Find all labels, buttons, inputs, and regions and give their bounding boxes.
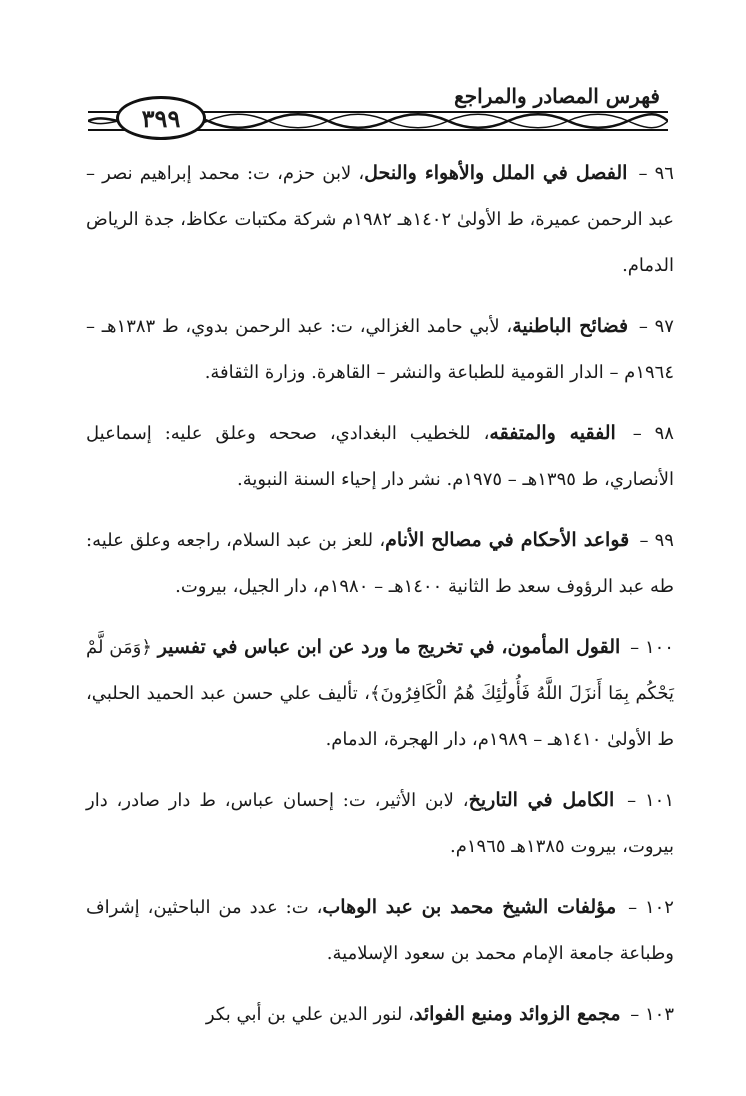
entry-number: ١٠١ – [627,790,674,811]
entry-details: ، ت: عدد من الباحثين، إشراف وطباعة جامعة الإمام محمد بن سعود الإسلامية. [86,897,674,964]
entry-details: ، لابن الأثير، ت: إحسان عباس، ط دار صادر، دار بيروت، بيروت ١٣٨٥هـ ١٩٦٥م. [86,790,674,857]
entry-number: ٩٨ – [632,423,674,444]
entry-title: الكامل في التاريخ [468,789,615,811]
reference-list [86,150,674,1052]
entry-title: القول المأمون، في تخريج ما ورد عن ابن عباس في تفسير [157,636,621,658]
entry-title: مجمع الزوائد ومنبع الفوائد [413,1003,621,1025]
reference-entry [86,991,674,1038]
reference-entry [86,884,674,977]
entry-details: ، لنور الدين علي بن أبي بكر [205,1004,414,1025]
entry-number: ٩٩ – [639,530,674,551]
entry-title: مؤلفات الشيخ محمد بن عبد الوهاب [322,896,617,918]
reference-entry [86,303,674,396]
entry-title: قواعد الأحكام في مصالح الأنام [385,529,630,551]
reference-entry [86,624,674,763]
entry-details: ، لابن حزم، ت: محمد إبراهيم نصر – عبد الرحمن عميرة، ط الأولىٰ ١٤٠٢هـ ١٩٨٢م شركة مكتبات عكاظ، جدة الرياض الدمام. [86,163,674,276]
entry-title: الفصل في الملل والأهواء والنحل [364,162,628,184]
entry-number: ١٠٢ – [628,897,674,918]
entry-number: ٩٧ – [638,316,674,337]
entry-title: فضائح الباطنية [512,315,629,337]
entry-details: ، لأبي حامد الغزالي، ت: عبد الرحمن بدوي، ط ١٣٨٣هـ – ١٩٦٤م – الدار القومية للطباعة والنشر – القاهرة. وزارة الثقافة. [86,316,674,383]
entry-details: ، للخطيب البغدادي، صححه وعلق عليه: إسماعيل الأنصاري، ط ١٣٩٥هـ – ١٩٧٥م. نشر دار إحياء السنة النبوية. [86,423,674,490]
page-header [88,78,668,138]
page-number: ٣٩٩ [116,96,206,140]
entry-title: الفقيه والمتفقه [489,422,616,444]
entry-details: ، للعز بن عبد السلام، راجعه وعلق عليه: طه عبد الرؤوف سعد ط الثانية ١٤٠٠هـ – ١٩٨٠م، دار الجيل، بيروت. [86,530,674,597]
entry-number: ١٠٠ – [630,637,674,658]
entry-number: ١٠٣ – [630,1004,674,1025]
quran-quote: ﴿وَمَن لَّمْ يَحْكُم بِمَا أَنزَلَ اللَّهُ فَأُولَٰئِكَ هُمُ الْكَافِرُونَ﴾ [86,637,675,704]
reference-entry [86,517,674,610]
reference-entry [86,410,674,503]
entry-details: ، تأليف علي حسن عبد الحميد الحلبي، ط الأولىٰ ١٤١٠هـ – ١٩٨٩م، دار الهجرة، الدمام. [86,683,674,750]
running-title: فهرس المصادر والمراجع [454,84,660,108]
reference-entry [86,777,674,870]
reference-entry [86,150,674,289]
entry-number: ٩٦ – [638,163,674,184]
